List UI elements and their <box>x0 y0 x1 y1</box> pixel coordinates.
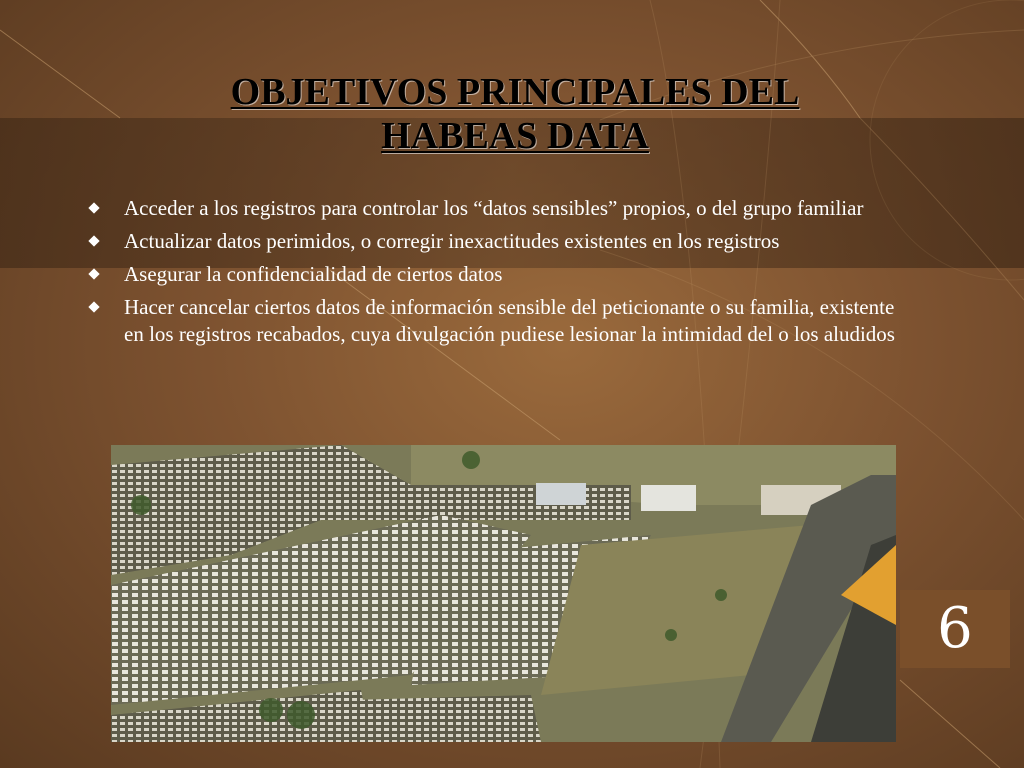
bullet-text: Hacer cancelar ciertos datos de información sensible del peticionante o su familia, existente en los registros recabados, cuya divulgación pudiese lesionar la intimidad del o los aludidos <box>124 295 895 346</box>
diamond-bullet-icon <box>88 235 99 246</box>
slide-title <box>110 70 920 158</box>
title-line-2: HABEAS DATA <box>381 115 649 157</box>
cemetery-aerial-photo <box>111 445 896 742</box>
diamond-bullet-icon <box>88 301 99 312</box>
bullet-text: Actualizar datos perimidos, o corregir inexactitudes existentes en los registros <box>124 229 780 253</box>
bullet-list <box>88 195 908 354</box>
title-line-1: OBJETIVOS PRINCIPALES DEL <box>230 71 800 113</box>
bullet-text: Acceder a los registros para controlar los “datos sensibles” propios, o del grupo familiar <box>124 196 864 220</box>
list-item <box>88 195 908 222</box>
slide-number: 6 <box>900 590 1010 668</box>
bullet-text: Asegurar la confidencialidad de ciertos datos <box>124 262 503 286</box>
list-item <box>88 294 908 348</box>
list-item <box>88 228 908 255</box>
list-item <box>88 261 908 288</box>
diamond-bullet-icon <box>88 202 99 213</box>
diamond-bullet-icon <box>88 268 99 279</box>
